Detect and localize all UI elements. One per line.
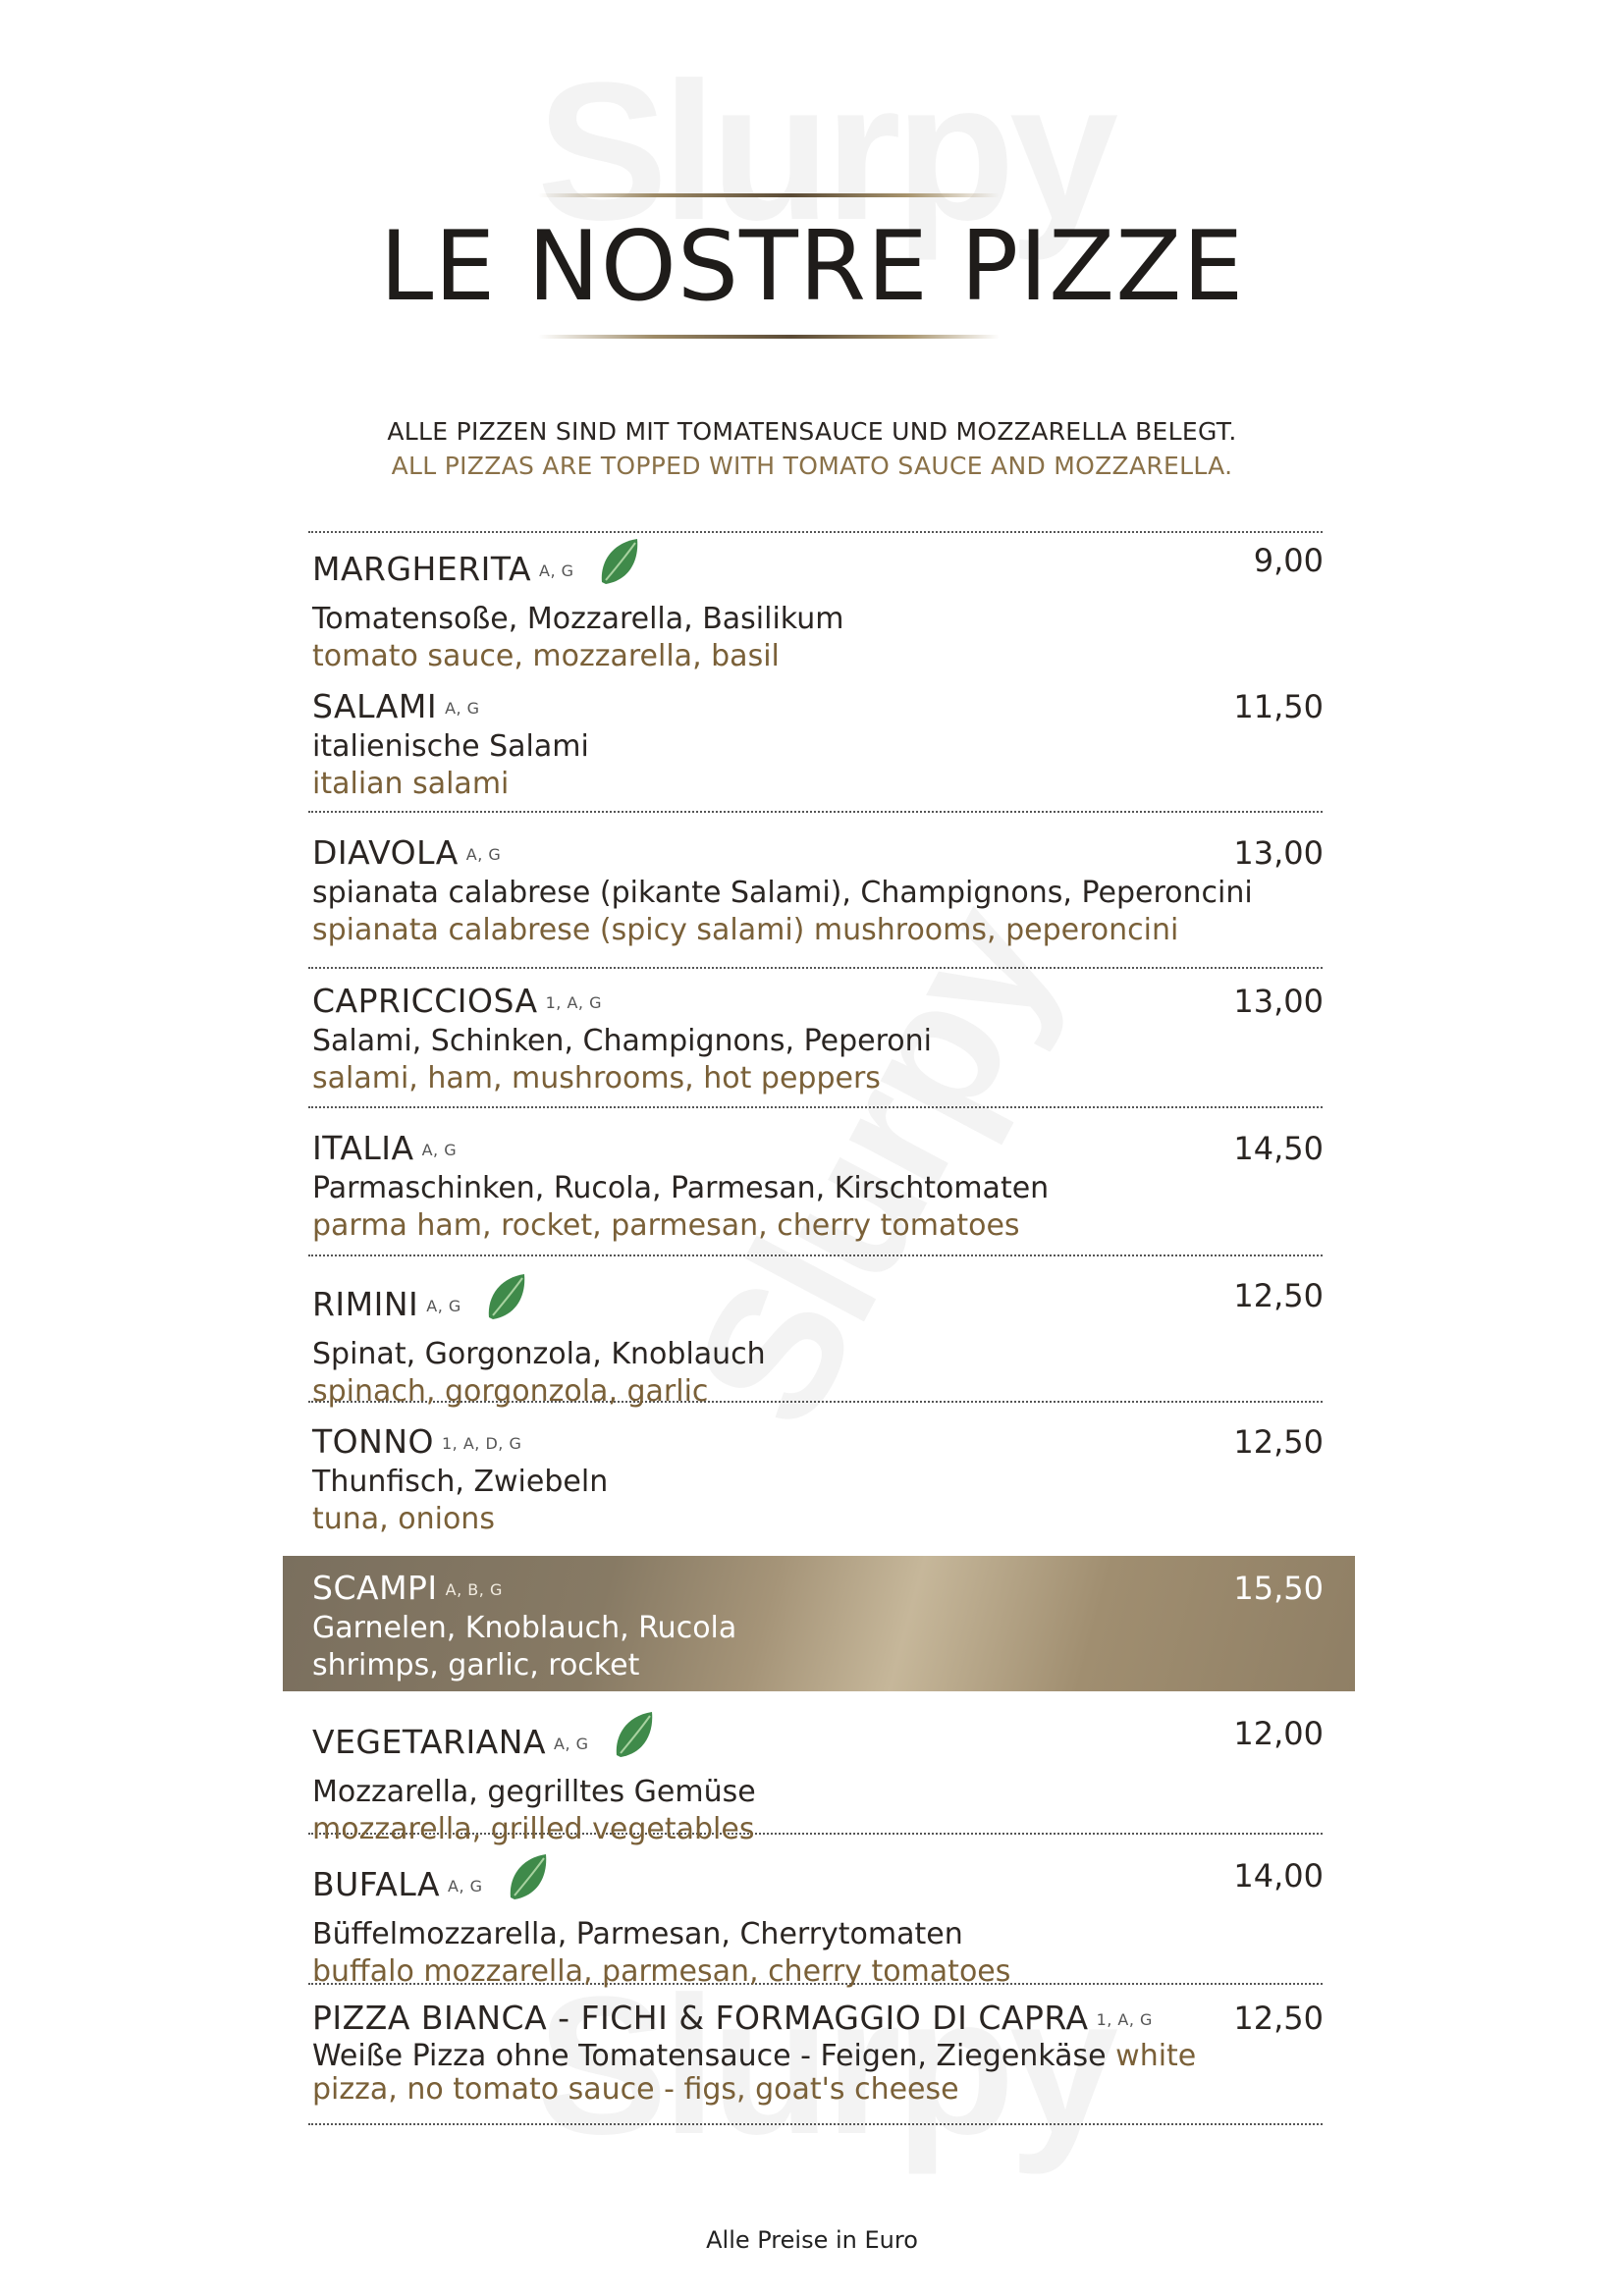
menu-item-tonno	[312, 1422, 1324, 1538]
item-allergens: A, G	[421, 1140, 458, 1159]
item-allergens: 1, A, G	[545, 992, 602, 1012]
divider	[308, 967, 1323, 969]
item-name: ITALIA	[312, 1129, 414, 1167]
item-price: 15,50	[1233, 1570, 1324, 1607]
item-allergens: A, G	[554, 1734, 589, 1753]
item-price: 13,00	[1233, 983, 1324, 1020]
item-description-german: Parmaschinken, Rucola, Parmesan, Kirschtomaten	[312, 1170, 1050, 1205]
title-rule-bottom	[538, 335, 1000, 339]
item-description-english: tomato sauce, mozzarella, basil	[312, 639, 780, 673]
item-description-german: Thunfisch, Zwiebeln	[312, 1464, 609, 1499]
item-description-german: spianata calabrese (pikante Salami), Champignons, Peperoncini	[312, 875, 1253, 910]
menu-item-capricciosa	[312, 982, 1324, 1097]
item-description-english: tuna, onions	[312, 1501, 495, 1536]
item-description-english: buffalo mozzarella, parmesan, cherry tomatoes	[312, 1954, 1011, 1989]
item-price: 12,00	[1233, 1715, 1324, 1752]
item-allergens: A, G	[448, 1876, 483, 1896]
divider	[308, 1106, 1323, 1108]
item-name: PIZZA BIANCA - FICHI & FORMAGGIO DI CAPRA	[312, 1999, 1089, 2037]
item-description-english: spianata calabrese (spicy salami) mushrooms, peperoncini	[312, 912, 1179, 947]
price-note: Alle Preise in Euro	[706, 2226, 918, 2254]
vegetarian-leaf-icon	[485, 1272, 528, 1332]
page-title: LE NOSTRE PIZZE	[379, 211, 1245, 323]
item-name: RIMINI	[312, 1285, 419, 1323]
menu-item-margherita	[312, 541, 1324, 675]
item-allergens: 1, A, G	[1096, 2009, 1153, 2029]
menu-item-scampi	[312, 1569, 1324, 1684]
item-price: 9,00	[1253, 542, 1324, 579]
item-description-german: Mozzarella, gegrilltes Gemüse	[312, 1775, 756, 1809]
item-name: DIAVOLA	[312, 833, 459, 872]
item-allergens: A, B, G	[445, 1579, 503, 1599]
menu-item-rimini	[312, 1276, 1324, 1411]
divider	[308, 811, 1323, 813]
item-price: 12,50	[1233, 2000, 1324, 2037]
item-name: TONNO	[312, 1422, 434, 1461]
item-price: 13,00	[1233, 834, 1324, 872]
menu-item-diavola	[312, 833, 1324, 949]
menu-item-bufala	[312, 1856, 1324, 1991]
item-description-german: Garnelen, Knoblauch, Rucola	[312, 1610, 737, 1645]
item-description-german: italienische Salami	[312, 728, 589, 764]
item-name: BUFALA	[312, 1865, 441, 1903]
item-description-english: salami, ham, mushrooms, hot peppers	[312, 1060, 881, 1095]
item-name: SCAMPI	[312, 1569, 438, 1607]
divider	[308, 2123, 1323, 2125]
item-description-german: Weiße Pizza ohne Tomatensauce - Feigen, Ziegenkäse	[312, 2038, 1107, 2073]
title-rule-top	[538, 193, 1000, 197]
menu-item-italia	[312, 1129, 1324, 1245]
item-description-english: white pizza, no tomato sauce - figs, goat's cheese	[312, 2038, 1197, 2107]
item-description-english: shrimps, garlic, rocket	[312, 1647, 640, 1682]
item-price: 12,50	[1233, 1423, 1324, 1461]
item-allergens: A, G	[426, 1296, 461, 1315]
vegetarian-leaf-icon	[598, 537, 641, 597]
subtitle-german: ALLE PIZZEN SIND MIT TOMATENSAUCE UND MOZZARELLA BELEGT.	[387, 417, 1237, 446]
menu-item-vegetariana	[312, 1714, 1324, 1848]
menu-item-salami	[312, 687, 1324, 803]
item-price: 12,50	[1233, 1277, 1324, 1314]
divider	[308, 1255, 1323, 1256]
item-description-german: Spinat, Gorgonzola, Knoblauch	[312, 1337, 766, 1371]
item-description-german: Tomatensoße, Mozzarella, Basilikum	[312, 602, 844, 636]
item-description-english: parma ham, rocket, parmesan, cherry tomatoes	[312, 1207, 1020, 1243]
item-allergens: A, G	[539, 561, 574, 580]
item-name: SALAMI	[312, 687, 438, 725]
vegetarian-leaf-icon	[507, 1852, 550, 1912]
item-description-english: spinach, gorgonzola, garlic	[312, 1374, 709, 1409]
divider	[308, 531, 1323, 533]
vegetarian-leaf-icon	[613, 1710, 656, 1770]
item-price: 11,50	[1233, 688, 1324, 725]
subtitle-english: ALL PIZZAS ARE TOPPED WITH TOMATO SAUCE AND MOZZARELLA.	[391, 452, 1233, 480]
item-price: 14,50	[1233, 1130, 1324, 1167]
menu-item-pizza-bianca	[312, 1999, 1324, 2107]
item-price: 14,00	[1233, 1857, 1324, 1895]
item-name: VEGETARIANA	[312, 1723, 547, 1761]
item-description-english: mozzarella, grilled vegetables	[312, 1812, 755, 1846]
item-allergens: 1, A, D, G	[441, 1433, 522, 1453]
item-name: MARGHERITA	[312, 550, 532, 588]
item-allergens: A, G	[465, 844, 502, 864]
item-description-english: italian salami	[312, 766, 510, 801]
item-name: CAPRICCIOSA	[312, 982, 538, 1020]
item-description-german: Salami, Schinken, Champignons, Peperoni	[312, 1023, 932, 1058]
item-description-german: Büffelmozzarella, Parmesan, Cherrytomaten	[312, 1917, 963, 1951]
item-allergens: A, G	[445, 698, 480, 718]
